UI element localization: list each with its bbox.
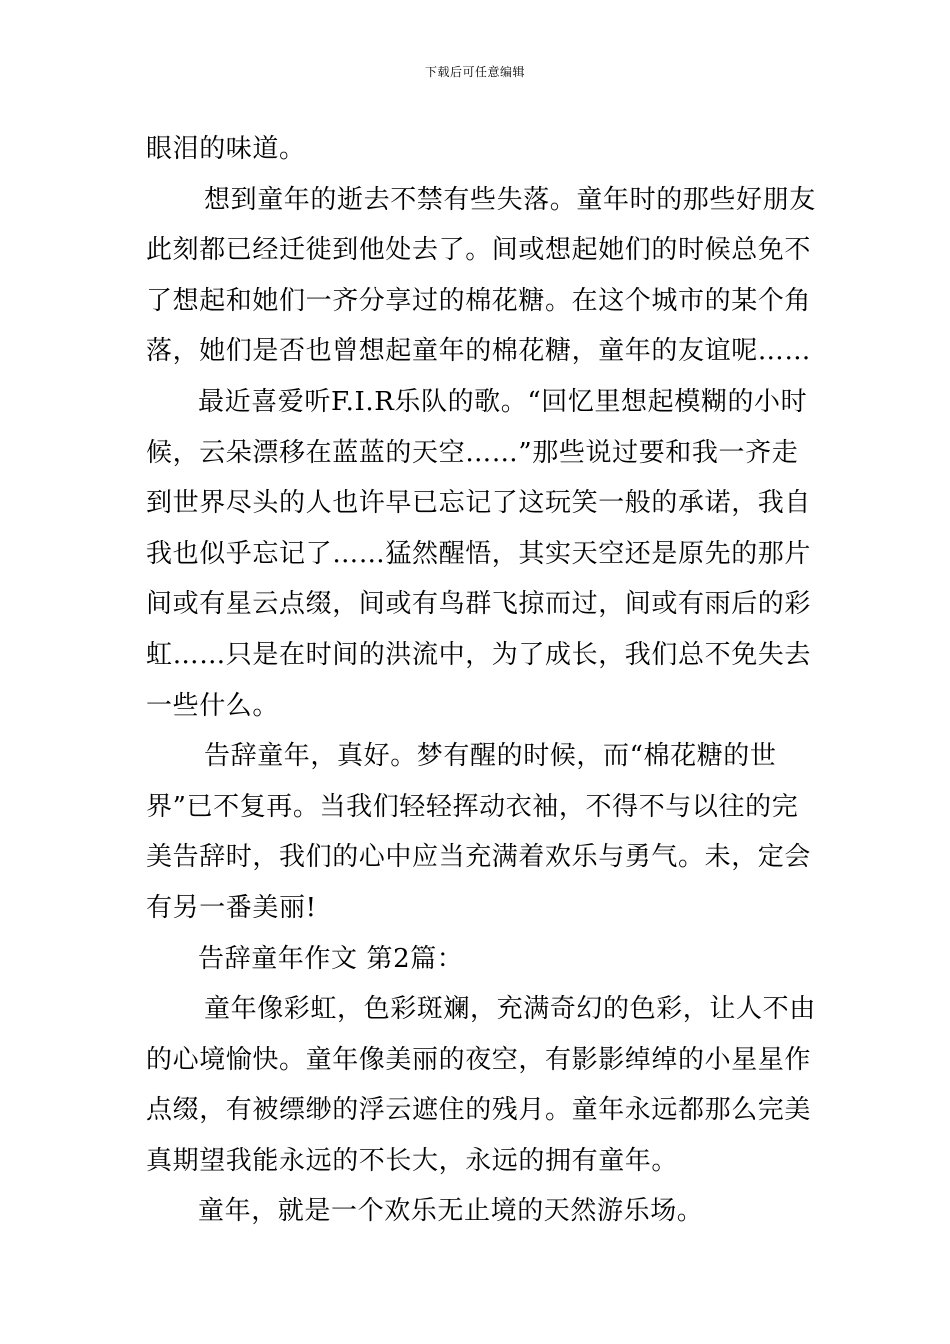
- text-line: 候，云朵漂移在蓝蓝的天空……”那些说过要和我一齐走: [146, 437, 799, 468]
- text-line: 一些什么。: [146, 690, 280, 721]
- text-line: 落，她们是否也曾想起童年的棉花糖，童年的友谊呢……: [146, 336, 812, 367]
- text-line: 告辞童年，真好。梦有醒的时候，而“棉花糖的世: [204, 741, 777, 772]
- text-line: 美告辞时，我们的心中应当充满着欢乐与勇气。未，定会: [146, 842, 812, 873]
- text-line: 最近喜爱听F.I.R乐队的歌。“回忆里想起模糊的小时: [198, 386, 808, 417]
- text-line: 了想起和她们一齐分享过的棉花糖。在这个城市的某个角: [146, 285, 812, 316]
- text-line: 间或有星云点缀，间或有鸟群飞掠而过，间或有雨后的彩: [146, 589, 812, 620]
- text-line: 想到童年的逝去不禁有些失落。童年时的那些好朋友: [204, 184, 816, 215]
- text-line: 到世界尽头的人也许早已忘记了这玩笑一般的承诺，我自: [146, 488, 812, 519]
- page-header: 下载后可任意编辑: [424, 65, 525, 79]
- text-line: 童年像彩虹，色彩斑斓，充满奇幻的色彩，让人不由: [204, 994, 816, 1025]
- text-line: 虹……只是在时间的洪流中，为了成长，我们总不免失去: [146, 639, 812, 670]
- text-line: 的心境愉快。童年像美丽的夜空，有影影绰绰的小星星作: [146, 1044, 812, 1075]
- text-line: 点缀，有被缥缈的浮云遮住的残月。童年永远都那么完美: [146, 1095, 812, 1126]
- text-line: 童年，就是一个欢乐无止境的天然游乐场。: [198, 1196, 704, 1227]
- text-line: 真期望我能永远的不长大，永远的拥有童年。: [146, 1145, 679, 1176]
- text-line: 有另一番美丽!: [146, 892, 317, 923]
- text-line: 此刻都已经迁徙到他处去了。间或想起她们的时候总免不: [146, 235, 812, 266]
- document-body: [146, 124, 816, 1237]
- text-line: 我也似乎忘记了……猛然醒悟，其实天空还是原先的那片: [146, 538, 812, 569]
- section-title: 告辞童年作文 第2篇：: [198, 943, 464, 974]
- text-line: 界”已不复再。当我们轻轻挥动衣袖，不得不与以往的完: [146, 791, 799, 822]
- text-line: 眼泪的味道。: [146, 134, 306, 164]
